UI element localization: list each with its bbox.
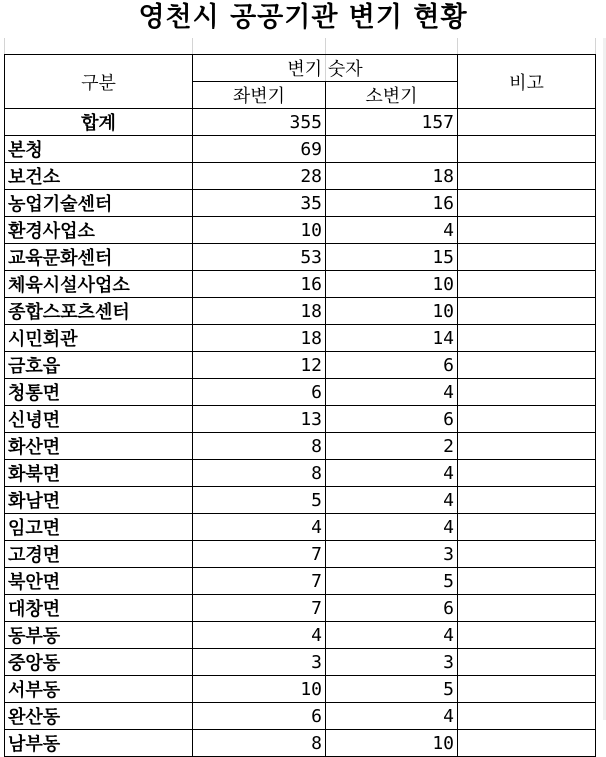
table-row bbox=[5, 271, 596, 298]
row-name: 화북면 bbox=[5, 460, 193, 487]
row-remarks bbox=[458, 514, 596, 541]
row-remarks bbox=[458, 433, 596, 460]
row-western: 8 bbox=[193, 460, 326, 487]
row-name: 화산면 bbox=[5, 433, 193, 460]
page-title: 영천시 공공기관 변기 현황 bbox=[138, 2, 468, 33]
row-urinal: 3 bbox=[326, 541, 458, 568]
row-urinal: 4 bbox=[326, 487, 458, 514]
row-western: 8 bbox=[193, 433, 326, 460]
table-row bbox=[5, 730, 596, 757]
row-remarks bbox=[458, 406, 596, 433]
row-remarks bbox=[458, 676, 596, 703]
table-row bbox=[5, 433, 596, 460]
row-remarks bbox=[458, 379, 596, 406]
row-western: 3 bbox=[193, 649, 326, 676]
row-name: 교육문화센터 bbox=[5, 244, 193, 271]
row-urinal: 10 bbox=[326, 298, 458, 325]
row-name: 청통면 bbox=[5, 379, 193, 406]
row-name: 본청 bbox=[5, 136, 193, 163]
row-remarks bbox=[458, 541, 596, 568]
row-name: 임고면 bbox=[5, 514, 193, 541]
row-urinal: 4 bbox=[326, 379, 458, 406]
table-row bbox=[5, 460, 596, 487]
row-urinal bbox=[326, 136, 458, 163]
row-name: 동부동 bbox=[5, 622, 193, 649]
row-western: 7 bbox=[193, 568, 326, 595]
table-row bbox=[5, 487, 596, 514]
row-urinal: 4 bbox=[326, 460, 458, 487]
table-row bbox=[5, 298, 596, 325]
row-urinal: 16 bbox=[326, 190, 458, 217]
row-western: 5 bbox=[193, 487, 326, 514]
toilet-status-table bbox=[4, 54, 596, 757]
row-name: 북안면 bbox=[5, 568, 193, 595]
row-urinal: 4 bbox=[326, 622, 458, 649]
table-row bbox=[5, 244, 596, 271]
row-urinal: 5 bbox=[326, 568, 458, 595]
header-western: 좌변기 bbox=[193, 82, 326, 109]
row-name: 남부동 bbox=[5, 730, 193, 757]
row-remarks bbox=[458, 487, 596, 514]
table-row bbox=[5, 136, 596, 163]
table-row bbox=[5, 703, 596, 730]
row-western: 18 bbox=[193, 298, 326, 325]
row-remarks bbox=[458, 325, 596, 352]
row-name: 보건소 bbox=[5, 163, 193, 190]
row-name: 금호읍 bbox=[5, 352, 193, 379]
row-urinal: 6 bbox=[326, 595, 458, 622]
row-western: 53 bbox=[193, 244, 326, 271]
row-western: 7 bbox=[193, 541, 326, 568]
row-remarks bbox=[458, 217, 596, 244]
row-urinal: 4 bbox=[326, 514, 458, 541]
table-row bbox=[5, 568, 596, 595]
row-urinal: 10 bbox=[326, 271, 458, 298]
row-urinal: 5 bbox=[326, 676, 458, 703]
row-western: 16 bbox=[193, 271, 326, 298]
row-urinal: 10 bbox=[326, 730, 458, 757]
row-western: 8 bbox=[193, 730, 326, 757]
row-name: 종합스포츠센터 bbox=[5, 298, 193, 325]
row-western: 28 bbox=[193, 163, 326, 190]
row-western: 35 bbox=[193, 190, 326, 217]
table-row bbox=[5, 622, 596, 649]
row-urinal: 15 bbox=[326, 244, 458, 271]
table-row bbox=[5, 406, 596, 433]
row-remarks bbox=[458, 622, 596, 649]
row-name: 농업기술센터 bbox=[5, 190, 193, 217]
row-remarks bbox=[458, 298, 596, 325]
row-western: 6 bbox=[193, 379, 326, 406]
row-urinal: 18 bbox=[326, 163, 458, 190]
row-remarks bbox=[458, 244, 596, 271]
row-western: 4 bbox=[193, 514, 326, 541]
row-western: 69 bbox=[193, 136, 326, 163]
row-remarks bbox=[458, 352, 596, 379]
row-western: 13 bbox=[193, 406, 326, 433]
total-urinal: 157 bbox=[326, 109, 458, 136]
row-name: 환경사업소 bbox=[5, 217, 193, 244]
row-remarks bbox=[458, 649, 596, 676]
row-name: 대창면 bbox=[5, 595, 193, 622]
row-remarks bbox=[458, 190, 596, 217]
table-row bbox=[5, 379, 596, 406]
row-remarks bbox=[458, 730, 596, 757]
table-row bbox=[5, 352, 596, 379]
row-remarks bbox=[458, 163, 596, 190]
row-urinal: 4 bbox=[326, 217, 458, 244]
row-western: 10 bbox=[193, 676, 326, 703]
row-remarks bbox=[458, 460, 596, 487]
total-row bbox=[5, 109, 596, 136]
row-western: 6 bbox=[193, 703, 326, 730]
header-urinal: 소변기 bbox=[326, 82, 458, 109]
table-row bbox=[5, 217, 596, 244]
table-row bbox=[5, 163, 596, 190]
table-row bbox=[5, 595, 596, 622]
row-western: 18 bbox=[193, 325, 326, 352]
row-remarks bbox=[458, 568, 596, 595]
table-row bbox=[5, 541, 596, 568]
spreadsheet-area bbox=[0, 38, 606, 755]
row-remarks bbox=[458, 271, 596, 298]
table-row bbox=[5, 514, 596, 541]
row-western: 12 bbox=[193, 352, 326, 379]
row-name: 완산동 bbox=[5, 703, 193, 730]
row-remarks bbox=[458, 136, 596, 163]
table-row bbox=[5, 325, 596, 352]
row-urinal: 6 bbox=[326, 352, 458, 379]
table-row bbox=[5, 676, 596, 703]
row-western: 4 bbox=[193, 622, 326, 649]
header-count-group: 변기 숫자 bbox=[193, 55, 458, 82]
table-row bbox=[5, 649, 596, 676]
table-row bbox=[5, 190, 596, 217]
row-urinal: 6 bbox=[326, 406, 458, 433]
total-label: 합계 bbox=[5, 109, 193, 136]
header-remarks: 비고 bbox=[458, 55, 596, 109]
row-urinal: 14 bbox=[326, 325, 458, 352]
row-remarks bbox=[458, 703, 596, 730]
row-name: 시민회관 bbox=[5, 325, 193, 352]
row-urinal: 3 bbox=[326, 649, 458, 676]
row-name: 화남면 bbox=[5, 487, 193, 514]
row-western: 7 bbox=[193, 595, 326, 622]
row-name: 중앙동 bbox=[5, 649, 193, 676]
header-category: 구분 bbox=[5, 55, 193, 109]
total-western: 355 bbox=[193, 109, 326, 136]
total-remarks bbox=[458, 109, 596, 136]
row-name: 서부동 bbox=[5, 676, 193, 703]
row-urinal: 4 bbox=[326, 703, 458, 730]
row-urinal: 2 bbox=[326, 433, 458, 460]
row-western: 10 bbox=[193, 217, 326, 244]
row-name: 신녕면 bbox=[5, 406, 193, 433]
row-name: 고경면 bbox=[5, 541, 193, 568]
row-remarks bbox=[458, 595, 596, 622]
row-name: 체육시설사업소 bbox=[5, 271, 193, 298]
